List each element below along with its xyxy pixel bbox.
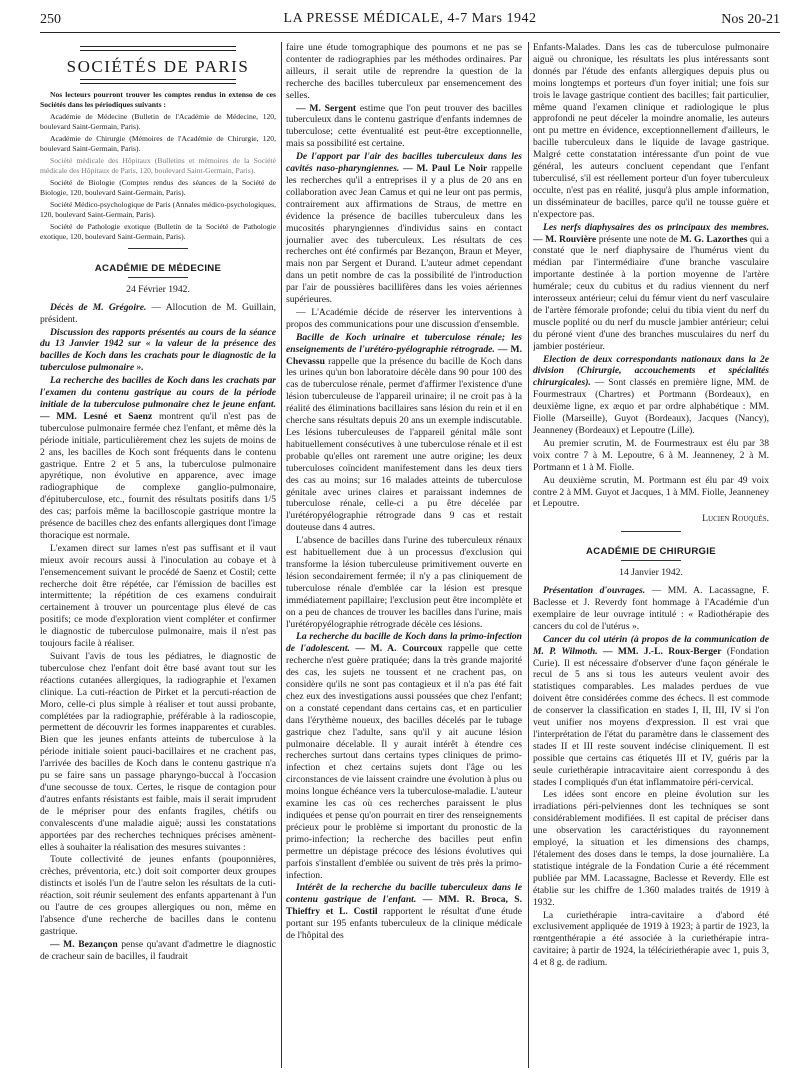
divider [128, 277, 188, 278]
paragraph: La recherche du bacille de Koch dans la primo-infection de l'adolescent. — M. A. Courcoux rappelle que cette recherche n'est guère pratiquée; dans la très grande majorité des cas, les sujets ne toussent et ne crachent pas, on considère qu'ils ne sont pas contagieux et il n'a pas été fait chez eux des investigations aussi poussées que chez l'enfant; on a constaté cependant dans certains cas, et en particulier dans l'érythème noueux, des bacilles décelés par le tubage gastrique chez l'adulte, sans qu'il y ait aucune lésion pulmonaire décelable. Il y aurait intérêt à étendre ces recherches surtout dans certains types cliniques de primo-infection et chez certains sujets dont l'âge ou les circonstances de vie laissent craindre une évolution à plus ou moins longue échéance vers la tuberculose-maladie. L'auteur examine les cas où ces recherches paraissent le plus indiquées et pense qu'on pourrait en tirer des renseignements précieux pour le problème si important du pronostic de la primo-infection; la recherche des bacilles peut enfin permettre un dépistage précoce des lésions évolutives qui parfois s'installent d'emblée ou suivent de très près la primo-infection. [286, 631, 522, 881]
intro-note: Nos lecteurs pourront trouver les comptes rendus in extenso de ces Sociétés dans les périodiques suivants : [40, 89, 276, 109]
paragraph: De l'apport par l'air des bacilles tuberculeux dans les cavités naso-pharyngiennes. — M. Paul Le Noir rappelle les recherches qu'il a entreprises il y a plus de 20 ans en collaboration avec Jean Camus et qui ne leur ont pas permis, contrairement aux affirmations de Straus, de mettre en évidence la présence de bacilles tuberculeux dans les mucosités pharyngiennes d'individus sains en contact journalier avec des tuberculeux. Les résultats de ces recherches ont été confirmés par Bezançon, Braun et Meyer, mais non par Sergent et Durand. L'auteur admet cependant dans un petit nombre de cas la possibilité de l'introduction par l'air de poussières bacillifères dans les voies aériennes supérieures. [286, 151, 522, 306]
periodical-note: Académie de Médecine (Bulletin de l'Académie de Médecine, 120, boulevard Saint-Germain, Paris). [40, 111, 276, 131]
column-divider [281, 42, 282, 1068]
paragraph: Présentation d'ouvrages. — MM. A. Lacassagne, F. Baclesse et J. Reverdy font hommage à l'Académie d'un exemplaire de leur ouvrage intitulé : « Radiothérapie des cancers du col de l'utérus ». [533, 585, 769, 632]
column-2 [286, 42, 522, 1072]
paragraph: Suivant l'avis de tous les pédiatres, le diagnostic de tuberculose chez l'enfant doit être basé avant tout sur les réactions cutanées allergiques, la radiographie et l'examen clinique. La cuti-réaction de Pirket et la percuti-réaction de Moro, celle-ci plus simple à réaliser et tout aussi probante, complétées par la radiographie, préférable à la radioscopie, permettent de découvrir les formes inapparentes et curables. Bien que les jeunes enfants atteints de tuberculose à la période initiale soient pauci-bacillaires et ne crachent pas, l'arrivée des bacilles de Koch dans le contenu gastrique n'a pu se faire sans un passage pharyngo-buccal à l'occasion d'une secousse de toux. Certes, le risque de contagion pour d'autres enfants résistants est faible, mais il serait imprudent de le mépriser pour des enfants fragiles, chétifs ou convalescents d'une maladie aiguë; aussi les constatations apportées par des recherches techniques précises amènent-elles à souhaiter la réalisation des mesures suivantes : [40, 651, 276, 853]
paragraph: Cancer du col utérin (à propos de la communication de M. P. Wilmoth. — MM. J.-L. Roux-Berger (Fondation Curie). Il est nécessaire d'observer d'une façon générale le recul de 5 ans si tous les auteurs veulent avoir des statistiques comparables. Les malades perdues de vue doivent être considérées comme des échecs. Il est commode de conserver la classification en stades I, II, III, IV si l'on veut unifier nos moyens d'expression. Il est vrai que l'interprétation de l'état du paramètre dans le classement des stades II et III reste souvent indécise cliniquement. Il est possible que certains cas étiquetés III et IV, guéris par la seule curiethérapie intracavitaire aient correspondu à des stades I compliqués d'un état inflammatoire péri-cervical. [533, 633, 769, 788]
paragraph: Bacille de Koch urinaire et tuberculose rénale; les enseignements de l'urétéro-pyélographie rétrograde. — M. Chevassu rappelle que la présence du bacille de Koch dans les urines qu'un bon laboratoire décèle dans 90 pour 100 des cas de tuberculose rénale, permet d'affirmer l'existence d'une lésion tuberculeuse de l'appareil urinaire; il ne croit pas à la réalité des éliminations bacillaires sans lésion du rein et il en cherche sans résultats depuis 20 ans un exemple indiscutable. Les lésions tuberculeuses de l'appareil génital mâle sont habituellement consécutives à une tuberculose rénale et il est probable qu'elles ont rarement une autre origine; les deux tuberculoses coïncident manifestement dans les deux tiers des cas au moins; sur 16 malades atteints de tuberculose génitale avec urines claires et paraissant indemnes de tuberculose rénale, celle-ci a pu être décelée par l'urétéropyélographie rétrograde dans 9 cas et restait douteuse dans 4 autres. [286, 331, 522, 534]
title-rule [80, 46, 236, 51]
signature: Lucien Rouquès. [702, 513, 769, 525]
paragraph: — L'Académie décide de réserver les interventions à propos des communications pour une discussion d'ensemble. [286, 306, 522, 330]
paragraph: Les nerfs diaphysaires des os principaux des membres. — M. Rouvière présente une note de M. G. Lazorthes qui a constaté que le nerf diaphysaire de l'humérus vient du médian par l'intermédiaire d'une branche vasculaire importante destinée à la portion moyenne de l'artère humérale; ceux du cubitus et du radius viennent du nerf interosseux antérieur; celui du fémur vient du nerf vasculaire de l'artère fémorale profonde; celui du tibia vient du nerf du muscle poplité ou du nerf du muscle jambier antérieur; celui du péroné vient d'une des branches musculaires du nerf du jambier postérieur. [533, 221, 769, 352]
academy-heading: ACADÉMIE DE MÉDECINE [94, 262, 222, 274]
paragraph: La curiethérapie intra-cavitaire a d'abord été exclusivement appliquée de 1919 à 1923; à partir de 1923, la rœntgenthérapie a été associée à la curiethérapie intra-cavitaire; à partir de 1924, la téléciriethérapie avec 1, puis 3, 4 et 8 g. de radium. [533, 909, 769, 969]
issue-number: Nos 20-21 [721, 12, 780, 27]
paragraph: — M. Bezançon pense qu'avant d'admettre le diagnostic de cracheur sain de bacilles, il faudrait [40, 938, 276, 962]
column-1 [40, 42, 276, 1072]
column-3 [533, 42, 769, 1072]
paragraph: faire une étude tomographique des poumons et ne pas se contenter de radiographies par les méthodes ordinaires. Par ailleurs, il serait utile de reprendre la question de la recherche des bacilles tuberculeux par ensemencement des selles. [286, 42, 522, 101]
discussion-heading: Discussion des rapports présentés au cours de la séance du 13 Janvier 1942 sur « la valeur de la présence des bacilles de Koch dans les crachats pour le diagnostic de la tuberculose pulmonaire ». [40, 326, 276, 374]
divider [621, 560, 681, 561]
divider [128, 248, 188, 249]
paragraph: Les idées sont encore en pleine évolution sur les irradiations péri-pelviennes dont les techniques se sont considérablement modifiées. Il est capital de préciser dans une observation les caractéristiques du rayonnement employé, la situation et les dimensions des champs, l'étalement des doses dans le temps, la dose journalière. La statistique intégrale de la Fondation Curie a été récemment publiée par MM. Lacassagne, Baclesse et Reverdy. Elle est établie sur les chiffre de 1.360 malades traités de 1919 à 1932. [533, 789, 769, 908]
periodical-note: Académie de Chirurgie (Mémoires de l'Académie de Chirurgie, 120, boulevard Saint-Germain, Paris). [40, 133, 276, 153]
paragraph: Election de deux correspondants nationaux dans la 2e division (Chirurgie, accouchements et spécialités chirurgicales). — Sont classés en première ligne, MM. de Fourmestraux (Chartres) et Portmann (Bordeaux), en deuxième ligne, ex æquo et par ordre alphabétique : MM. Fiolle (Marseille), Guyot (Bordeaux), Jacques (Nancy), Jeanneney (Bordeaux) et Lepoutre (Lille). [533, 353, 769, 436]
paragraph: Au premier scrutin, M. de Fourmestraux est élu par 38 voix contre 7 à M. Lepoutre, 6 à M. Jeanneney, 2 à M. Portmann et 1 à M. Fiolle. [533, 437, 769, 473]
divider [621, 531, 681, 532]
title-rule [80, 79, 236, 84]
journal-title: LA PRESSE MÉDICALE, 4-7 Mars 1942 [283, 11, 537, 26]
session-date: 14 Janvier 1942. [619, 567, 683, 579]
periodical-note: Société Médico-psychologique de Paris (Annales médico-psychologiques, 120, boulevard Saint-Germain, Paris). [40, 199, 276, 219]
paragraph: Enfants-Malades. Dans les cas de tuberculose pulmonaire aiguë ou chronique, les résultats les plus intéressants sont donnés par l'étude des enfants allergiques depuis plus ou moins longtemps et porteurs d'un foyer initial; une fois sur trois le lavage gastrique contient des bacilles; fait particulier, même quand l'examen clinique et radiologique le plus approfondi ne peut déceler la moindre anomalie, les auteurs ont pu mettre en évidence, exceptionnellement d'ailleurs, le bacille tuberculeux dans le liquide de lavage gastrique. Malgré cette constatation intéressante d'un point de vue général, les auteurs concluent cependant que l'enfant tuberculisé, s'il est réellement porteur d'un foyer tuberculeux occulte, n'est pas en réalité, jusqu'à plus ample information, un disséminateur de bacilles, parce qu'il ne tousse guère et n'expectore pas. [533, 42, 769, 220]
paragraph: Intérêt de la recherche du bacille tuberculeux dans le contenu gastrique de l'enfant. — MM. R. Broca, S. Thieffry et L. Costil rapportent le résultat d'une étude portant sur 195 enfants tuberculeux de la clinique médicale de l'hôpital des [286, 882, 522, 942]
section-title: SOCIÉTÉS DE PARIS [66, 57, 250, 76]
academy-heading: ACADÉMIE DE CHIRURGIE [586, 546, 716, 558]
page-header [40, 10, 780, 33]
paragraph: — M. Sergent estime que l'on peut trouver des bacilles tuberculeux dans le contenu gastrique d'enfants indemnes de tuberculose; cette éventualité est peut-être exceptionnelle, mais sa possibilité est certaine. [286, 102, 522, 150]
paragraph: La recherche des bacilles de Koch dans les crachats par l'examen du contenu gastrique au cours de la période initiale de la tuberculose pulmonaire chez le jeune enfant. — MM. Lesné et Saenz montrent qu'il n'est pas de tuberculose pulmonaire fermée chez l'enfant, et même dès la période initiale, particulièrement chez les sujets de moins de 2 ans, les bacilles de Koch sont fréquents dans le contenu gastrique. Entre 2 et 5 ans, la tuberculose pulmonaire apyrétique, non évolutive en apparence, avec image radiographique de complexe ganglio-pulmonaire, d'épituberculose, etc., fournit des résultats positifs dans 1/5 des cas; parfois même la bacilloscopie gastrique montre la présence de bacilles chez des enfants allergiques dont l'image thoracique est normale. [40, 375, 276, 541]
periodical-note: Société médicale des Hôpitaux (Bulletins et mémoires de la Société médicale des Hôpitaux de Paris, 120, boulevard Saint-Germain, Paris). [40, 155, 276, 175]
paragraph: L'absence de bacilles dans l'urine des tuberculeux rénaux est habituellement due à un processus d'exclusion qui transforme la lésion tuberculeuse primitivement ouverte en lésion secondairement fermée; il n'y a pas cliniquement de tuberculose rénale d'emblée car la lésion est presque immédiatement papillaire; l'exclusion peut être incomplète et on a peu de chances de trouver les bacilles dans l'urine, mais l'urétéropyélographie rétrograde décèle ces lésions. [286, 535, 522, 630]
page-number: 250 [40, 12, 61, 27]
paragraph: Toute collectivité de jeunes enfants (pouponnières, crèches, préventoria, etc.) doit soit comporter deux groupes distincts et isolés l'un de l'autre selon les résultats de la cuti-réaction, soit réunir seulement des enfants appartenant à l'un ou l'autre de ces groupes allergiques ou non, même en l'absence d'une recherche de bacilles dans le contenu gastrique. [40, 854, 276, 937]
periodical-note: Société de Biologie (Comptes rendus des séances de la Société de Biologie, 120, boulevard Saint-Germain, Paris). [40, 177, 276, 197]
column-divider [528, 42, 529, 1068]
paragraph: Décès de M. Grégoire. — Allocution de M. Guillain, président. [40, 301, 276, 325]
paragraph: L'examen direct sur lames n'est pas suffisant et il vaut mieux avoir recours aussi à l'inoculation au cobaye et à l'ensemencement suivant le procédé de Saenz et Costil; cette recherche doit être répétée, car l'émission de bacilles est intermittente; la répétition de ces examens conduirait certainement à trouver un pourcentage plus élevé de cas positifs; ce mode d'exploration vient compléter et confirmer le diagnostic de tuberculose pulmonaire, mais il n'est pas toujours facile à réaliser. [40, 542, 276, 650]
paragraph: Au deuxième scrutin, M. Portmann est élu par 49 voix contre 2 à MM. Guyot et Jacques, 1 à MM. Fiolle, Jeanneney et Lepoutre. [533, 474, 769, 510]
session-date: 24 Février 1942. [126, 283, 190, 295]
periodical-note: Société de Pathologie exotique (Bulletin de la Société de Pathologie exotique, 120, boulevard Saint-Germain, Paris). [40, 221, 276, 241]
